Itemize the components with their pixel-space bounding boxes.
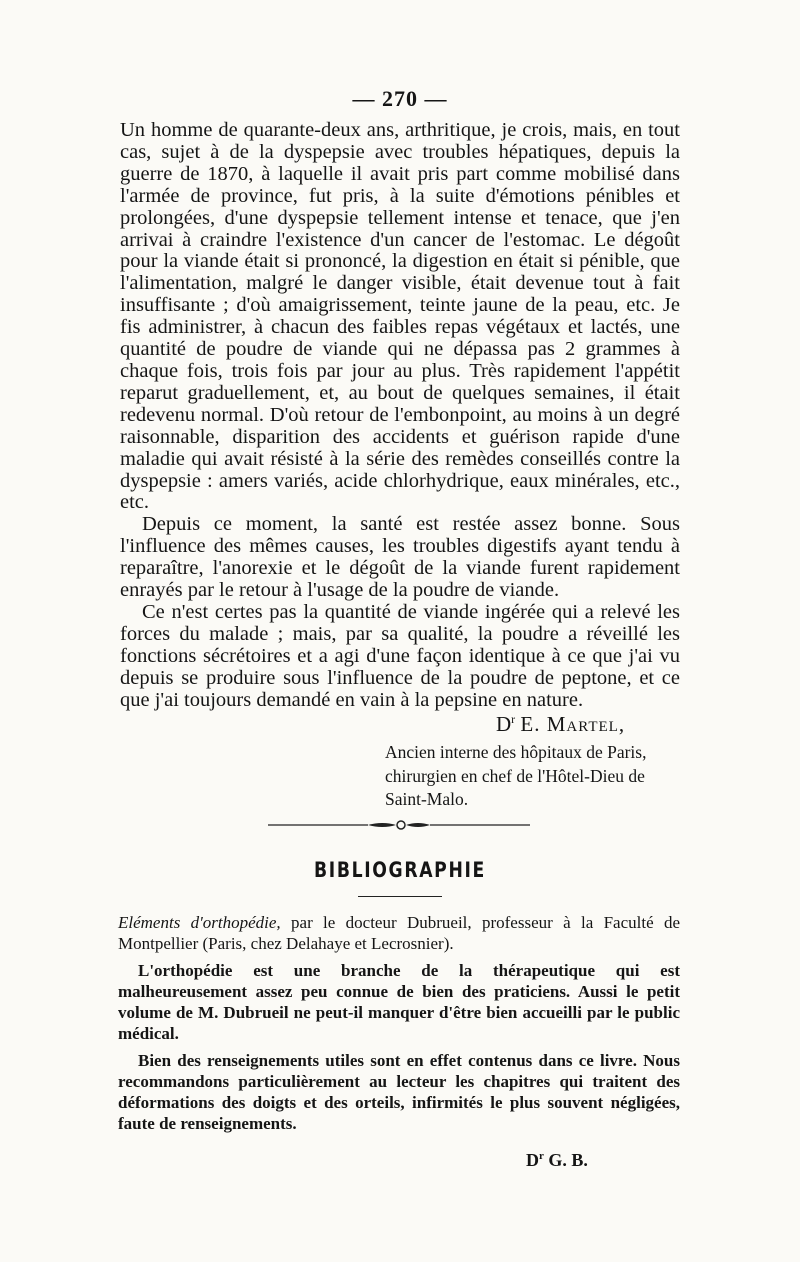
bibliography-entry <box>118 912 680 954</box>
author-title-sup: r <box>511 712 516 726</box>
author-signature <box>496 712 625 737</box>
page-number: — 270 — <box>352 86 448 111</box>
divider-ornament <box>268 818 530 832</box>
review-signature-sup: r <box>539 1150 544 1162</box>
article-body <box>120 120 680 711</box>
author-name: E. Martel, <box>520 712 626 736</box>
author-title: D <box>496 712 512 736</box>
bibliography-heading: BIBLIOGRAPHIE <box>314 858 486 882</box>
review-paragraph-2: Bien des renseignements utiles sont en effet contenus dans ce livre. Nous recommandons particulièrement au lecteur les chapitres qui traitent des déformations des doigts et des orteils, infirmités le plus souvent négligées, faute de renseignements. <box>118 1051 680 1133</box>
author-credential-1: Ancien interne des hôpitaux de Paris, <box>385 742 647 762</box>
entry-title: Eléments d'orthopédie, <box>118 913 281 932</box>
bibliography-body <box>118 912 680 1134</box>
article-paragraph-3: Ce n'est certes pas la quantité de viande ingérée qui a relevé les forces du malade ; mais, par sa qualité, la poudre a réveillé les fonctions sécrétoires et a agi d'une façon identique à ce que j'ai vu depuis se produire sous l'influence de la poudre de peptone, et ce que j'ai toujours demandé en vain à la pepsine en nature. <box>120 600 680 711</box>
heading-underline <box>358 896 442 897</box>
review-signature-title: D <box>526 1150 539 1170</box>
entry-details: par le docteur Dubrueil, professeur à la Faculté de Montpellier (Paris, chez Delahaye et Lecrosnier). <box>118 913 680 953</box>
author-credential-3: Saint-Malo. <box>385 789 469 809</box>
author-credential-2: chirurgien en chef de l'Hôtel-Dieu de <box>385 766 645 786</box>
article-paragraph-2: Depuis ce moment, la santé est restée assez bonne. Sous l'influence des mêmes causes, les troubles digestifs ayant tendu à reparaître, l'anorexie et le dégoût de la viande furent rapidement enrayés par le retour à l'usage de la poudre de viande. <box>120 513 680 602</box>
article-paragraph-1: Un homme de quarante-deux ans, arthritique, je crois, mais, en tout cas, sujet à de la dyspepsie avec troubles hépatiques, depuis la guerre de 1870, à laquelle il avait pris part comme mobilisé dans l'armée de province, fut pris, à la suite d'émotions pénibles et prolongées, d'une dyspepsie tellement intense et tenace, que j'en arrivai à craindre l'existence d'un cancer de l'estomac. Le dégoût pour la viande était si prononcé, la digestion en était si pénible, que l'alimentation, malgré le danger visible, était devenue tout à fait insuffisante ; d'où amaigrissement, teinte jaune de la peau, etc. Je fis administrer, à chacun des faibles repas végétaux et lactés, une quantité de poudre de viande qui ne dépassa pas 2 grammes à chaque fois, trois fois par jour au plus. Très rapidement l'appétit reparut graduellement, et, au bout de quelques semaines, il était redevenu normal. D'où retour de l'embonpoint, au moins à un degré raisonnable, disparition des accidents et guérison rapide d'une maladie qui avait résisté à la série des remèdes conseillés contre la dyspepsie : amers variés, acide chlorhydrique, eaux minérales, etc., etc. <box>120 119 680 514</box>
review-signature-name: G. B. <box>543 1150 588 1170</box>
review-signature <box>526 1150 588 1171</box>
review-paragraph-1: L'orthopédie est une branche de la thérapeutique qui est malheureusement assez peu connue de bien des praticiens. Aussi le petit volume de M. Dubrueil ne peut-il manquer d'être bien accueilli par le public médical. <box>118 961 680 1043</box>
